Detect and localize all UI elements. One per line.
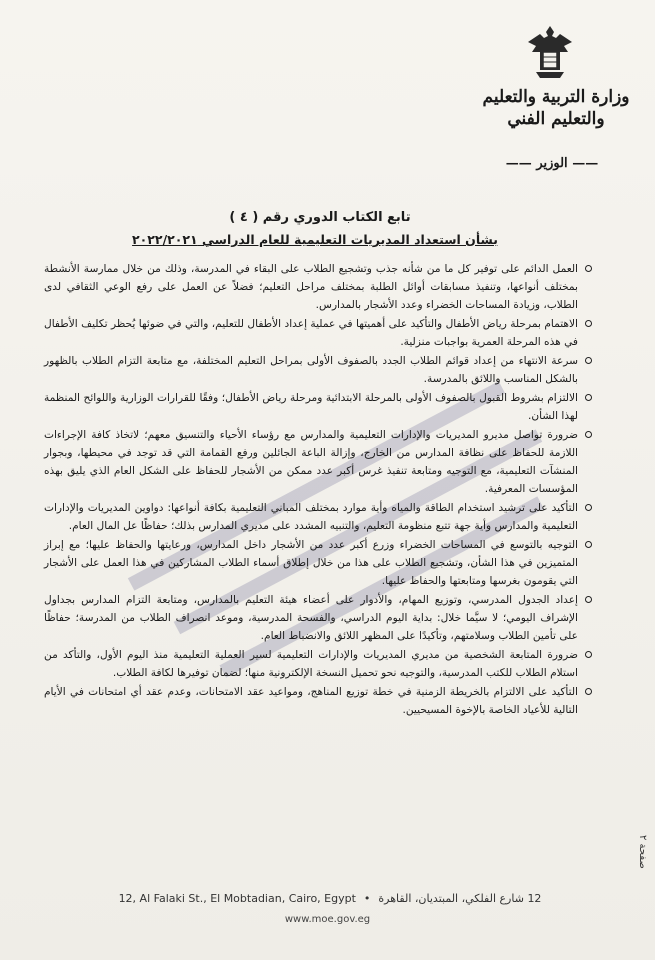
bullet-icon (585, 431, 592, 438)
list-item: ضرورة المتابعة الشخصية من مديري المديريات والإدارات التعليمية لسير العملية التعليمية منذ اليوم الأول، والتأكد من استلام الطلاب للكتب المدرسية، والتوجيه نحو تحميل النسخة الإلكترونية منها؛ لضمان توفيرها لكافة الطلاب. (44, 646, 592, 682)
ministry-name (471, 86, 641, 130)
bullet-icon (585, 320, 592, 327)
bullet-icon (585, 541, 592, 548)
bullet-icon (585, 357, 592, 364)
document-title: تابع الكتاب الدوري رقم ( ٤ ) (229, 210, 411, 225)
list-item: الاهتمام بمرحلة رياض الأطفال والتأكيد على أهميتها في عملية إعداد الأطفال للتعليم، والتي في ضوئها يُحظر تكليف الأطفال في هذه المرحلة العمرية بواجبات منزلية. (44, 315, 592, 351)
list-item: الالتزام بشروط القبول بالصفوف الأولى بالمرحلة الابتدائية ومرحلة رياض الأطفال؛ وفقًا للقرارات الوزارية واللوائح المنظمة لهذا الشأن. (44, 389, 592, 425)
list-item: التأكيد على الالتزام بالخريطة الزمنية في خطة توزيع المناهج، ومواعيد عقد الامتحانات، وعدم عقد أي امتحانات في الأيام التالية للأعياد الخاصة بالإخوة المسيحيين. (44, 683, 592, 719)
list-item: التوجيه بالتوسع في المساحات الخضراء وزرع أكبر عدد من الأشجار داخل المدارس، ورعايتها والحفاظ عليها؛ مع إبراز المتميزين في هذا الشأن، وتشجيع الطلاب على هذا من خلال إطلاق أسماء الطلاب المشاركين في هذا العمل على الأشجار التي يقومون بغرسها ومتابعتها والحفاظ عليها. (44, 536, 592, 590)
list-item: إعداد الجدول المدرسي، وتوزيع المهام، والأدوار على أعضاء هيئة التعليم بالمدارس، ومتابعة التزام المدارس بجداول الإشراف اليومي؛ لا سيَّما خلال: بداية اليوم الدراسي، والفسحة المدرسية، وموعد انصراف الطلاب من المدرسة؛ حفاظًا على تأمين الطلاب وسلامتهم، وتأكيدًا على المظهر اللائق والانضباط العام. (44, 591, 592, 645)
address-english: 12, Al Falaki St., El Mobtadian, Cairo, Egypt (118, 892, 356, 905)
page-number-note: صفحة ٢ (637, 835, 648, 869)
document-subtitle: بشأن استعداد المديريات التعليمية للعام الدراسي ٢٠٢٢/٢٠٢١ (132, 232, 498, 247)
bullet-icon (585, 596, 592, 603)
list-item: ضرورة تواصل مديرو المديريات والإدارات التعليمية والمدارس مع رؤساء الأحياء والتنسيق معهم؛ لاتخاذ كافة الإجراءات اللازمة للحفاظ على نظافة المدارس من الخارج، وإزالة الباعة الجائلين ورفع القمامة التي قد توجد في محيطها، وبجوار المنشآت التعليمية، مع التوجيه ومتابعة تنفيذ غرس أكبر عدد ممكن من الأشجار للحفاظ على الشكل العام الذي يليق بهذه المؤسسات المعرفية. (44, 426, 592, 498)
list-item: العمل الدائم على توفير كل ما من شأنه جذب وتشجيع الطلاب على البقاء في المدرسة، وذلك من خلال ممارسة الأنشطة بمختلف أنواعها، وتنفيذ مسابقات أوائل الطلبة بمختلف مراحل التعليم؛ فضلاً عن العمل على رفع الوعي الثقافي لدى الطلاب، وزيادة المساحات الخضراء وعدد الأشجار بالمدارس. (44, 260, 592, 314)
footer-address (100, 892, 560, 905)
bullet-icon (585, 651, 592, 658)
directives-list (44, 260, 592, 720)
bullet-icon (585, 265, 592, 272)
bullet-icon (585, 688, 592, 695)
footer-website: www.moe.gov.eg (284, 914, 371, 925)
egypt-eagle-emblem-icon (524, 22, 576, 84)
list-item: سرعة الانتهاء من إعداد قوائم الطلاب الجدد بالصفوف الأولى بمراحل التعليم المختلفة، مع متابعة التزام الطلاب بالظهور بالشكل المناسب واللائق بالمدرسة. (44, 352, 592, 388)
address-arabic: 12 شارع الفلكي، المبتديان، القاهرة (378, 892, 542, 905)
ministry-line1: وزارة التربية والتعليم (482, 87, 630, 107)
ministry-line2: والتعليم الفني (507, 109, 605, 129)
dot-separator-icon: • (363, 892, 371, 905)
minister-label: —— الوزير —— (505, 156, 599, 171)
list-item: التأكيد على ترشيد استخدام الطاقة والمياه وأية موارد بمختلف المباني التعليمية بكافة أنواعها: دواوين المديريات والإدارات التعليمية والمدارس وأية جهة تتبع منظومة التعليم، والتنبيه المشدد على مديري المدارس بذلك؛ حفاظًا عل المال العام. (44, 499, 592, 535)
bullet-icon (585, 504, 592, 511)
bullet-icon (585, 394, 592, 401)
